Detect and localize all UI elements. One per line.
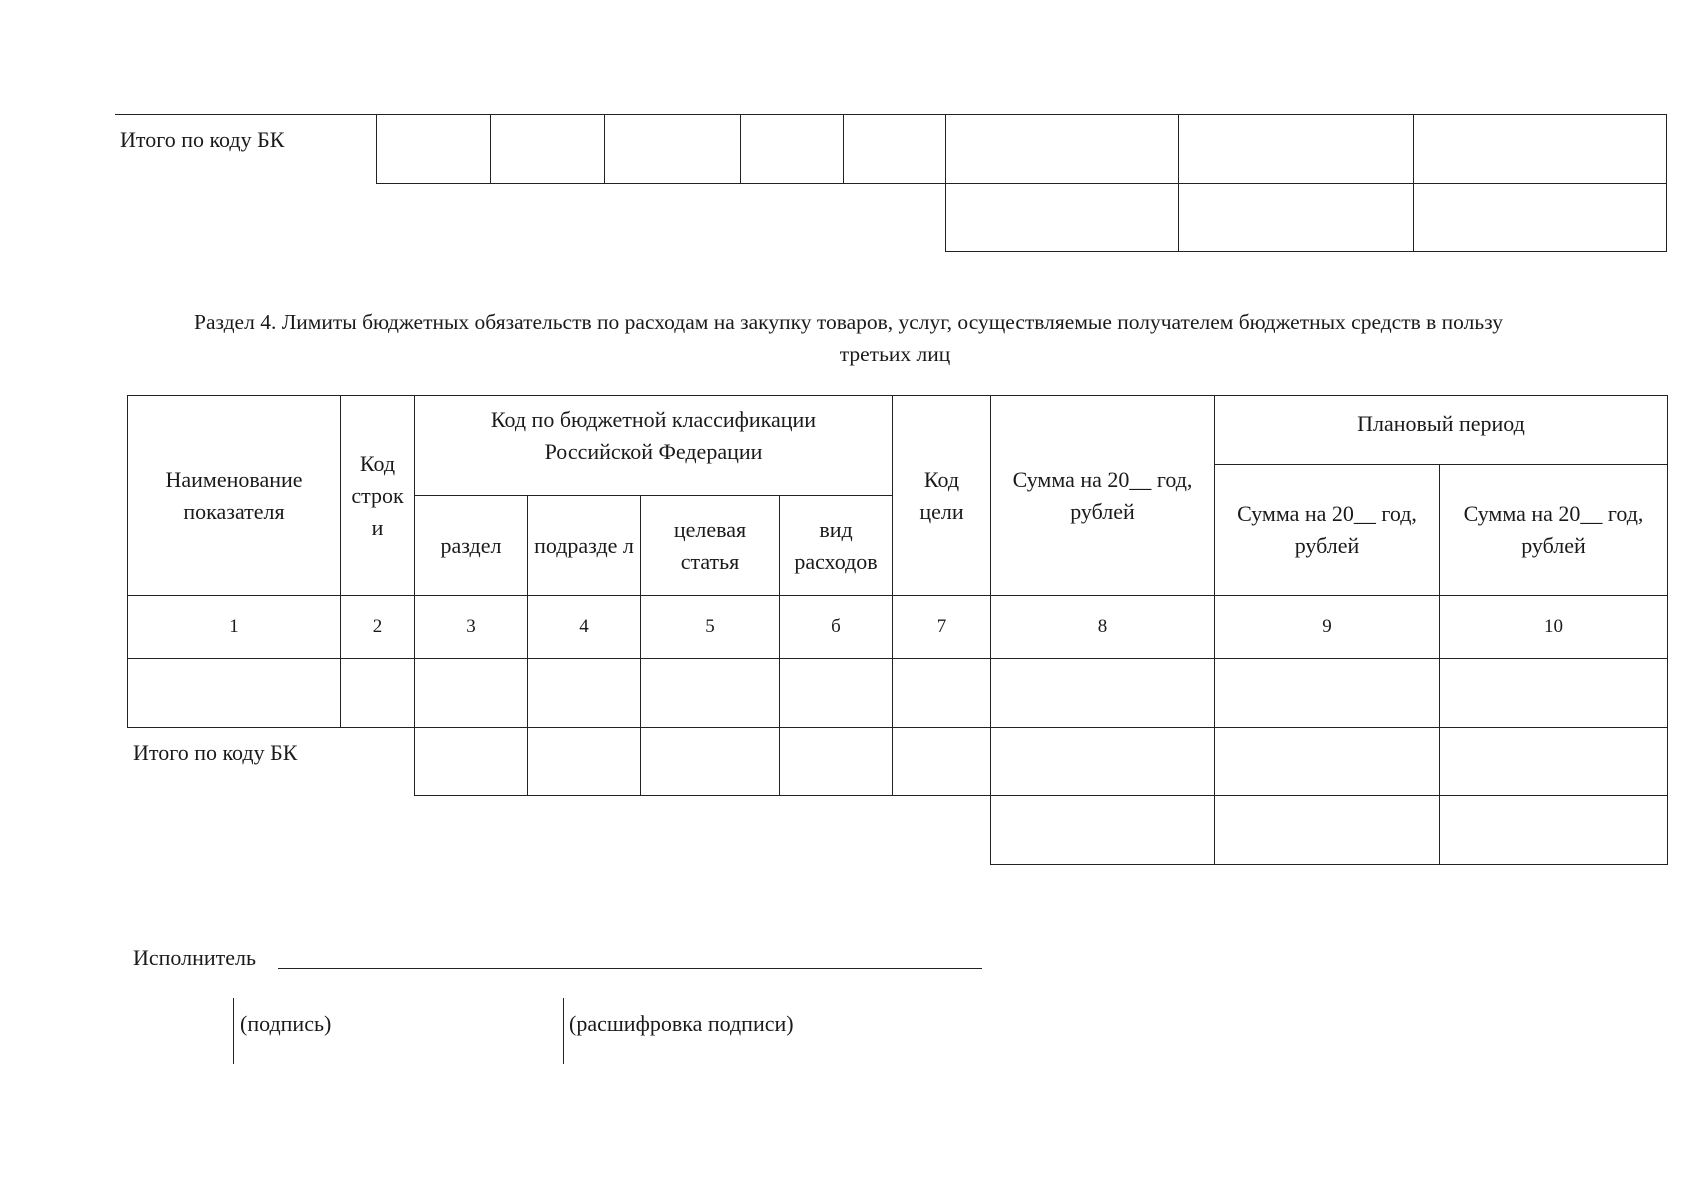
decode-caption: (расшифровка подписи) [569, 1011, 794, 1036]
top-total-cell-8[interactable] [1413, 114, 1667, 184]
header-vid [779, 495, 893, 596]
header-line-code-text: Код строк и [351, 450, 404, 540]
header-razdel [414, 495, 528, 596]
section4-total-label: Итого по коду БК [133, 740, 298, 765]
top-total-cell-1[interactable] [376, 114, 491, 184]
top-total-label: Итого по коду БК [120, 127, 285, 152]
top-total-cell-6[interactable] [945, 114, 1179, 184]
header-sum-next1 [1214, 464, 1440, 596]
total-cell-7[interactable] [892, 727, 991, 796]
sign-caption-divider [233, 998, 234, 1064]
header-plan-period [1214, 395, 1668, 465]
header-line-code [340, 395, 415, 596]
colnum-8: 8 [990, 595, 1215, 659]
total-sub-cell-9[interactable] [1214, 795, 1440, 865]
colnum-3: 3 [414, 595, 528, 659]
colnum-9: 9 [1214, 595, 1440, 659]
data-cell-9[interactable] [1214, 658, 1440, 728]
data-cell-2[interactable] [340, 658, 415, 728]
header-plan-period-text: Плановый период [1357, 411, 1525, 436]
data-cell-6[interactable] [779, 658, 893, 728]
header-sum-next2-text: Сумма на 20__ год, рублей [1463, 501, 1644, 558]
total-cell-8[interactable] [990, 727, 1215, 796]
header-name [127, 395, 341, 596]
total-cell-5[interactable] [640, 727, 780, 796]
total-sub-cell-8[interactable] [990, 795, 1215, 865]
top-total-cell-5[interactable] [843, 114, 946, 184]
sign-caption: (подпись) [240, 1011, 332, 1036]
total-cell-6[interactable] [779, 727, 893, 796]
header-razdel-text: раздел [440, 532, 502, 558]
top-total-cell-3[interactable] [604, 114, 741, 184]
decode-caption-divider [563, 998, 564, 1064]
header-tselevaya-text: целевая статья [673, 516, 747, 574]
data-cell-10[interactable] [1439, 658, 1668, 728]
top-total-sub-cell-6[interactable] [945, 183, 1179, 252]
header-podrazdel [527, 495, 641, 596]
total-cell-4[interactable] [527, 727, 641, 796]
header-goal-code-text: Код цели [919, 466, 964, 524]
executor-label: Исполнитель [133, 945, 257, 970]
executor-signature-line[interactable] [278, 968, 982, 969]
header-name-text: Наименование показателя [165, 466, 303, 524]
colnum-6: б [779, 595, 893, 659]
section4-title-line2: третьих лиц [839, 342, 951, 366]
header-bk-group [414, 395, 893, 496]
top-total-cell-4[interactable] [740, 114, 844, 184]
data-cell-7[interactable] [892, 658, 991, 728]
data-cell-3[interactable] [414, 658, 528, 728]
total-cell-9[interactable] [1214, 727, 1440, 796]
header-tselevaya [640, 495, 780, 596]
top-total-cell-7[interactable] [1178, 114, 1414, 184]
colnum-7: 7 [892, 595, 991, 659]
header-sum-next1-text: Сумма на 20__ год, рублей [1237, 501, 1417, 558]
total-sub-cell-10[interactable] [1439, 795, 1668, 865]
colnum-10: 10 [1439, 595, 1668, 659]
top-total-sub-cell-8[interactable] [1413, 183, 1667, 252]
top-total-cell-2[interactable] [490, 114, 605, 184]
header-podrazdel-text: подразде л [534, 532, 634, 558]
data-cell-1[interactable] [127, 658, 341, 728]
data-cell-5[interactable] [640, 658, 780, 728]
colnum-4: 4 [527, 595, 641, 659]
colnum-2: 2 [340, 595, 415, 659]
top-total-sub-cell-7[interactable] [1178, 183, 1414, 252]
header-sum-next2 [1439, 464, 1668, 596]
header-vid-text: вид расходов [794, 516, 878, 574]
total-cell-10[interactable] [1439, 727, 1668, 796]
section4-title-line1: Раздел 4. Лимиты бюджетных обязательств по расходам на закупку товаров, услуг, осуществляемые получателем бюджетных средств в пользу [194, 310, 1503, 334]
colnum-5: 5 [640, 595, 780, 659]
colnum-1: 1 [127, 595, 341, 659]
header-sum-current [990, 395, 1215, 596]
data-cell-4[interactable] [527, 658, 641, 728]
data-cell-8[interactable] [990, 658, 1215, 728]
header-sum-current-text: Сумма на 20__ год, рублей [1012, 466, 1193, 524]
total-cell-3[interactable] [414, 727, 528, 796]
header-goal-code [892, 395, 991, 596]
header-bk-group-text: Код по бюджетной классификации Российской Федерации [490, 407, 817, 464]
